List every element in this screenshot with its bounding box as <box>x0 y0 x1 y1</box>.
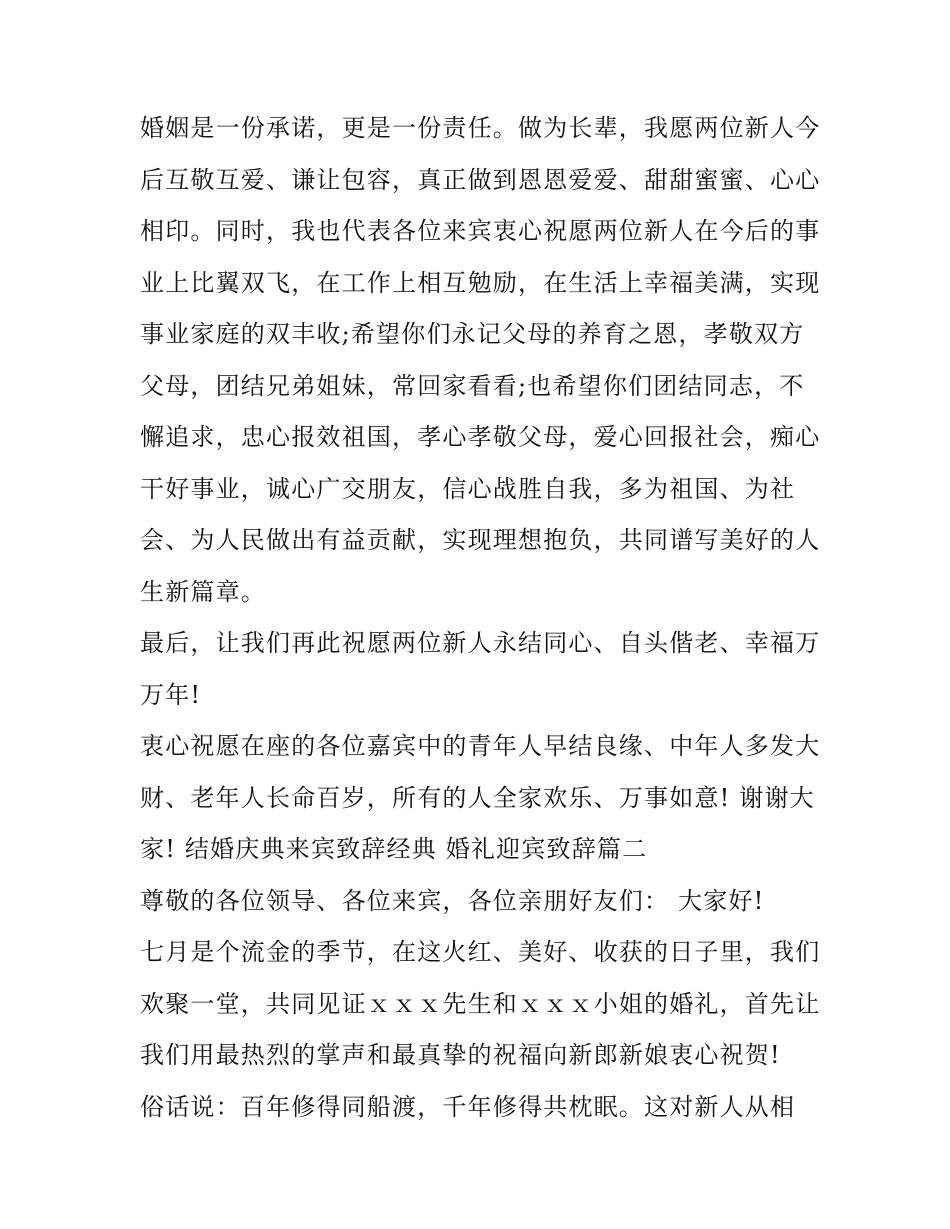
text-line: 欢聚一堂，共同见证ｘｘｘ先生和ｘｘｘ小姐的婚礼，首先让 <box>140 989 821 1018</box>
text-line: 干好事业，诚心广交朋友，信心战胜自我，多为祖国、为社 <box>140 474 796 503</box>
text-line: 万年! <box>140 680 202 709</box>
text-line: 财、老年人长命百岁，所有的人全家欢乐、万事如意! 谢谢大 <box>140 783 815 812</box>
text-line: 相印。同时，我也代表各位来宾衷心祝愿两位新人在今后的事 <box>140 217 821 245</box>
document-body <box>140 103 820 1133</box>
text-line: 我们用最热烈的掌声和最真挚的祝福向新郎新娘衷心祝贺! <box>140 1041 781 1069</box>
text-line: 尊敬的各位领导、各位来宾，各位亲朋好友们： 大家好! <box>140 886 765 915</box>
text-line: 后互敬互爱、谦让包容，真正做到恩恩爱爱、甜甜蜜蜜、心心 <box>140 165 821 194</box>
text-line: 婚姻是一份承诺，更是一份责任。做为长辈，我愿两位新人今 <box>140 114 821 142</box>
text-line: 业上比翼双飞，在工作上相互勉励，在生活上幸福美满，实现 <box>140 268 821 297</box>
text-line: 会、为人民做出有益贡献，实现理想抱负，共同谱写美好的人 <box>140 526 821 554</box>
text-line: 生新篇章。 <box>140 577 266 606</box>
text-line: 父母，团结兄弟姐妹，常回家看看;也希望你们团结同志，不 <box>140 371 805 400</box>
text-line: 最后，让我们再此祝愿两位新人永结同心、自头偕老、幸福万 <box>140 629 821 657</box>
text-line: 事业家庭的双丰收;希望你们永记父母的养育之恩，孝敬双方 <box>140 320 805 348</box>
text-line: 家! 结婚庆典来宾致辞经典 婚礼迎宾致辞篇二 <box>140 835 648 863</box>
text-line: 衷心祝愿在座的各位嘉宾中的青年人早结良缘、中年人多发大 <box>140 732 821 760</box>
text-line: 七月是个流金的季节，在这火红、美好、收获的日子里，我们 <box>140 938 821 966</box>
text-line: 懈追求，忠心报效祖国，孝心孝敬父母，爱心回报社会，痴心 <box>140 423 821 451</box>
text-line: 俗话说：百年修得同船渡，千年修得共枕眠。这对新人从相 <box>140 1092 796 1121</box>
